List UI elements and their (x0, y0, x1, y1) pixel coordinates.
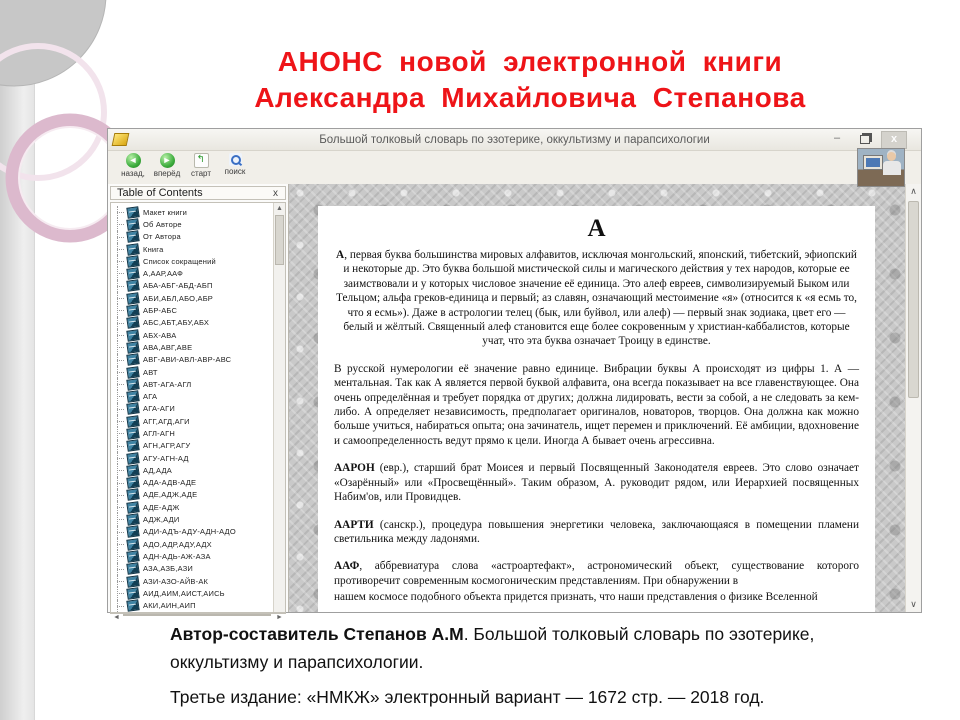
toc-item-label: АБР-АБС (143, 306, 178, 316)
restore-icon (860, 135, 870, 144)
toc-panel (108, 184, 289, 621)
toc-item-label: АГГ,АГД,АГИ (143, 416, 190, 426)
clipped-text-line: нашем космосе подобного объекта придется признать, что наши представления о физике Вселенной (334, 591, 818, 604)
book-icon (126, 587, 139, 600)
toc-hscroll-thumb[interactable] (123, 614, 271, 616)
paragraph-aaron: ААРОН (евр.), старший брат Моисея и первый Посвященный Законодателя евреев. Это слово означает «Озарённый» или «Просвещённый». Таким образом, А. руководит рядом, или Иерархией посвященных Набим'ов, или Провидцев. (334, 462, 859, 504)
book-icon (126, 206, 139, 219)
toc-item[interactable] (115, 267, 273, 279)
paragraph-numerology: В русской нумерологии её значение равно единице. Вибрации буквы А происходят из цифры 1. А — ментальная. Так как А является первой буквой алфавита, она всегда показывает на все главенствующее. Она очень определённая и требует порядка от других; должна лидировать, вести за собой, а не следовать за кем-либо. А определяет независимость, предполагает оригиналов, новаторов, творцов. Она должна как можно больше учиться, набираться опыта; она зачинатель, ищет перемен и приключений. Её амбиции, вдохновение и самоопределенность ведут прямо к цели. Иногда А бывает очень агрессивна. (334, 362, 859, 447)
entry-heading: А (587, 215, 606, 242)
restore-button[interactable] (853, 131, 877, 147)
toc-item[interactable] (115, 341, 273, 353)
toc-item-label: АДЖ,АДИ (143, 515, 180, 525)
toc-item[interactable] (115, 575, 273, 587)
slide-left-strip (0, 0, 35, 720)
toc-item-label: Макет книги (143, 207, 188, 217)
toc-item-label: АБХ-АВА (143, 330, 177, 340)
book-icon (126, 304, 139, 317)
book-icon (126, 366, 139, 379)
toc-item[interactable] (115, 206, 273, 218)
toc-item-label: АД,АДА (143, 465, 172, 475)
toc-item-label: АЗИ-АЗО-АЙВ-АК (143, 576, 209, 586)
toc-item-label: АВТ-АГА-АГЛ (143, 379, 192, 389)
content-vertical-scrollbar[interactable] (905, 184, 921, 612)
toc-item-label: Книга (143, 244, 164, 254)
back-icon: ◄ (126, 153, 141, 168)
toc-header (110, 186, 286, 200)
caption-line2: Третье издание: «НМКЖ» электронный вариант — 1672 стр. — 2018 год. (170, 686, 765, 707)
forward-icon: ► (160, 153, 175, 168)
window-title: Большой толковый словарь по эзотерике, оккультизму и парапсихологии (319, 133, 710, 146)
book-icon (126, 390, 139, 403)
toc-item[interactable] (115, 513, 273, 525)
book-icon (126, 218, 139, 231)
toc-item-label: Список сокращений (143, 256, 216, 266)
toc-item-label: АВГ-АВИ-АВЛ-АВР-АВС (143, 355, 232, 365)
toc-item[interactable] (115, 452, 273, 464)
toc-item-label: АВА,АВГ,АВЕ (143, 342, 193, 352)
toc-list (111, 203, 273, 612)
book-icon (126, 230, 139, 243)
toc-item[interactable] (115, 354, 273, 366)
slide-caption (170, 620, 905, 717)
book-icon (126, 353, 139, 366)
book-icon (126, 452, 139, 465)
toc-item[interactable] (115, 526, 273, 538)
toc-item[interactable] (115, 231, 273, 243)
toc-item[interactable] (115, 218, 273, 230)
home-button[interactable]: ↰ старт (191, 154, 211, 178)
book-icon (126, 599, 139, 612)
home-icon: ↰ (194, 153, 209, 168)
toc-item-label: АГА-АГИ (143, 404, 175, 414)
toc-scroll-thumb[interactable] (275, 215, 284, 265)
book-icon (126, 538, 139, 551)
monitor-in-photo (863, 155, 883, 170)
person-in-photo (887, 152, 896, 161)
book-icon (126, 550, 139, 563)
toc-vertical-scrollbar[interactable] (273, 203, 285, 612)
toc-item[interactable] (115, 280, 273, 292)
toc-item-label: АГН,АГР,АГУ (143, 441, 191, 451)
toc-item[interactable] (115, 378, 273, 390)
paragraph-aarti: ААРТИ (санскр.), процедура повышения энергетики человека, заключающаяся в помещении пламени светильника между ладонями. (334, 518, 859, 545)
book-icon (126, 378, 139, 391)
toc-item-label: От Автора (143, 232, 181, 242)
toc-item[interactable] (115, 600, 273, 612)
toc-item[interactable] (115, 464, 273, 476)
toc-item-label: А,ААР,ААФ (143, 269, 184, 279)
book-icon (126, 329, 139, 342)
scroll-up-icon[interactable]: ∧ (910, 186, 917, 196)
toc-item-label: АДА-АДВ-АДЕ (143, 478, 197, 488)
toc-item-label: АВТ (143, 367, 158, 377)
toc-item[interactable] (115, 317, 273, 329)
book-icon (126, 243, 139, 256)
toc-item-label: АДЕ,АДЖ,АДЕ (143, 490, 198, 500)
dictionary-page (318, 206, 875, 612)
toc-item[interactable] (115, 563, 273, 575)
search-icon (229, 153, 242, 166)
toc-item[interactable] (115, 403, 273, 415)
toc-item-label: АБС,АБТ,АБУ,АБХ (143, 318, 210, 328)
close-button[interactable]: x (881, 131, 907, 149)
slide-title-line2: Александра Михайловича Степанова (254, 82, 806, 114)
toc-item-label: АДЕ-АДЖ (143, 502, 180, 512)
book-icon (126, 562, 139, 575)
toc-item-label: АДН-АДЬ-АЖ-АЗА (143, 551, 211, 561)
toc-item[interactable] (115, 587, 273, 599)
book-icon (126, 415, 139, 428)
paragraph-a: А, первая буква большинства мировых алфавитов, исключая монгольский, японский, тибетский, эфиопский и некоторые др. Это буква большой мистической силы и магического действия у тех народов, которые ее заимствовали и у которых числовое значение её единица. Это алеф евреев, символизируемый Быком или Тельцом; альфа греков-единица и первый; аз славян, означающий местоимение «я» (относится к «я есмь то, что я есмь»). Даже в астрологии телец (бык, или буйвол, или алеф) — первый знак зодиака, цвет его — белый и жёлтый. Священный алеф становится еще более сокровенным у христиан-каббалистов, которые учат, что эта буква означает Троицу в единстве. (336, 249, 857, 348)
book-icon (126, 280, 139, 293)
slide-title (120, 44, 940, 117)
scroll-up-icon[interactable]: ▲ (276, 205, 283, 212)
toc-item-label: АГУ-АГН-АД (143, 453, 189, 463)
book-icon (126, 439, 139, 452)
book-icon (126, 341, 139, 354)
scroll-down-icon[interactable]: ∨ (910, 599, 917, 609)
toc-item[interactable] (115, 243, 273, 255)
toc-item[interactable] (115, 292, 273, 304)
window-titlebar[interactable] (108, 129, 921, 151)
toc-item[interactable] (115, 489, 273, 501)
toc-item-label: АГЛ-АГН (143, 428, 175, 438)
book-icon (126, 501, 139, 514)
slide-title-line1: АНОНС новой электронной книги (277, 46, 783, 77)
content-area (289, 184, 921, 612)
back-button[interactable]: ◄ назад, (121, 155, 145, 178)
toc-item-label: АИД,АИМ,АИСТ,АИСЬ (143, 588, 225, 598)
book-icon (126, 427, 139, 440)
minimize-button[interactable]: – (833, 132, 841, 144)
toc-item-label: АДИ-АДЪ-АДУ-АДН-АДО (143, 527, 236, 537)
toc-item-label: АДО,АДР,АДУ,АДХ (143, 539, 212, 549)
toc-item[interactable] (115, 538, 273, 550)
paragraph-aaf: ААФ, аббревиатура слова «астроартефакт», астрономический объект, существование которого противоречит современным космогоническим представлениям. При обнаружении в (334, 560, 859, 587)
book-icon (126, 255, 139, 268)
toc-item-label: АГА (143, 392, 158, 402)
toc-horizontal-scrollbar[interactable]: ◄ ► (110, 613, 286, 614)
book-icon (126, 526, 139, 539)
caption-line1: Автор-составитель Степанов А.М. Большой толковый словарь по эзотерике, оккультизму и парапсихологии. (170, 624, 815, 673)
toc-item[interactable] (115, 415, 273, 427)
toc-item[interactable] (115, 440, 273, 452)
forward-button[interactable]: ► вперёд (153, 155, 181, 178)
toc-title: Table of Contents (117, 187, 203, 199)
toc-item[interactable] (115, 427, 273, 439)
book-icon (126, 513, 139, 526)
toc-item[interactable] (115, 255, 273, 267)
toc-item[interactable] (115, 304, 273, 316)
book-icon (126, 476, 139, 489)
toc-close-icon[interactable]: x (273, 187, 278, 199)
chm-window (107, 128, 922, 621)
toc-item-label: АБИ,АБЛ,АБО,АБР (143, 293, 214, 303)
toc-item[interactable] (115, 366, 273, 378)
book-icon (126, 464, 139, 477)
author-photo (857, 148, 905, 187)
toc-item-label: Об Авторе (143, 219, 182, 229)
book-icon (126, 575, 139, 588)
toc-item-label: АКИ,АИН,АИП (143, 601, 196, 611)
toolbar (108, 151, 921, 185)
book-icon (126, 292, 139, 305)
toc-item[interactable] (115, 390, 273, 402)
book-icon (126, 489, 139, 502)
toc-item-label: АБА-АБГ-АБД-АБП (143, 281, 213, 291)
toc-item[interactable] (115, 550, 273, 562)
content-scroll-thumb[interactable] (908, 201, 919, 398)
toc-item-label: АЗА,АЗБ,АЗИ (143, 564, 194, 574)
toc-item[interactable] (115, 329, 273, 341)
book-icon (126, 403, 139, 416)
book-icon (126, 317, 139, 330)
book-icon (126, 267, 139, 280)
toc-item[interactable] (115, 477, 273, 489)
search-button[interactable]: поиск (218, 153, 252, 176)
toc-item[interactable] (115, 501, 273, 513)
